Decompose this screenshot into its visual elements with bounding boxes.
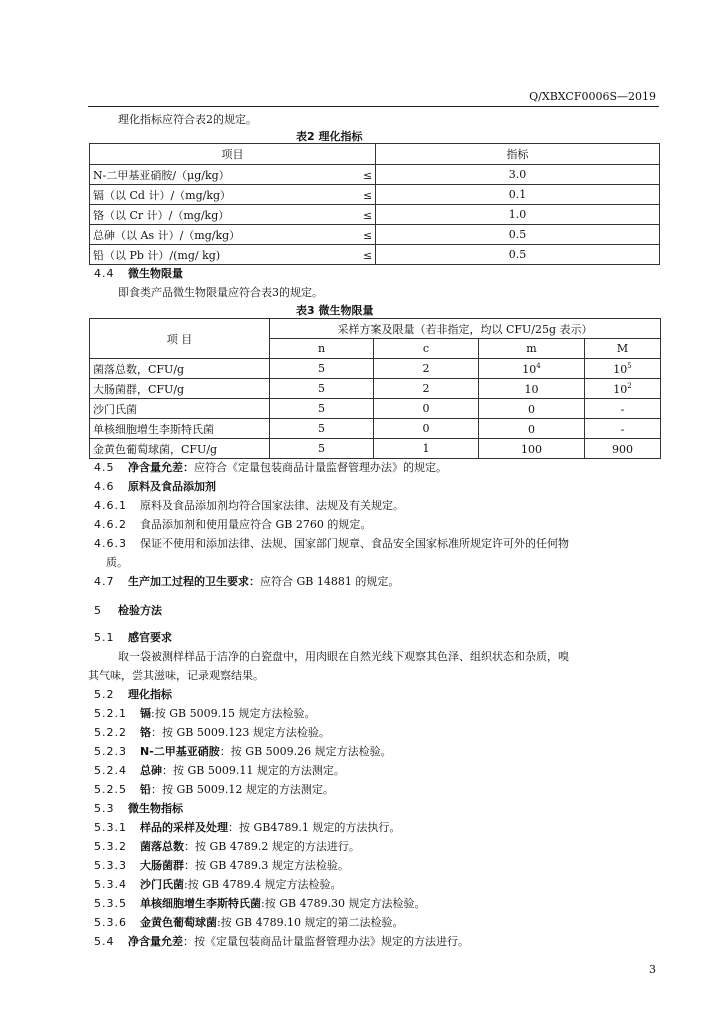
table3-cell-m: [479, 399, 585, 419]
section-title: 铅: [140, 783, 151, 796]
section-title: 金黄色葡萄球菌: [140, 916, 217, 929]
section-text: :按 GB 4789.30 规定方法检验。: [261, 897, 426, 910]
table3-header-M: M: [585, 339, 661, 359]
section-text: 应符合《定量包装商品计量监督管理办法》的规定。: [194, 461, 447, 474]
section-4-4: [94, 265, 183, 281]
table2-item-text: N-二甲基亚硝胺/（μg/kg）: [93, 168, 230, 182]
section-title: 沙门氏菌: [140, 878, 184, 891]
table2: [89, 143, 660, 265]
section-title: 感官要求: [128, 631, 172, 644]
m-base: 10: [522, 362, 537, 376]
table3-header-group: 采样方案及限量（若非指定，均以 CFU/25g 表示）: [270, 319, 661, 339]
section-5-2: [94, 686, 172, 702]
section-number: 4.6: [94, 480, 115, 493]
section-4-6-3-cont: 质。: [106, 556, 128, 569]
section-5-1-text: 取一袋被测样样品于洁净的白瓷盘中，用肉眼在自然光线下观察其色泽、组织状态和杂质，嗅: [118, 650, 569, 663]
table2-op: ≤: [363, 168, 373, 182]
section-5-2-4: [94, 762, 345, 778]
table2-op: ≤: [363, 208, 373, 222]
section-title: 单核细胞增生李斯特氏菌: [140, 897, 261, 910]
table2-header-item: 项目: [90, 144, 376, 165]
M-base: -: [620, 402, 625, 416]
table2-cell-value: 0.5: [376, 245, 660, 265]
table2-header-value: 指标: [376, 144, 660, 165]
table3-cell-c: 1: [374, 439, 479, 459]
table3: [89, 318, 661, 459]
section-title: 净含量允差：: [128, 461, 194, 474]
m-base: 0: [528, 402, 535, 416]
table3-cell-M: [585, 439, 661, 459]
table2-op: ≤: [363, 248, 373, 262]
table3-cell-n: 5: [270, 359, 374, 379]
table3-cell-n: 5: [270, 439, 374, 459]
section-title: 菌落总数: [140, 840, 184, 853]
table3-cell-item: 单核细胞增生李斯特氏菌: [90, 419, 270, 439]
table-row: [90, 419, 661, 439]
m-base: 100: [521, 442, 542, 456]
section-text: ：按 GB 5009.123 规定方法检验。: [151, 726, 330, 739]
table-row: [90, 379, 661, 399]
table2-cell-value: 3.0: [376, 165, 660, 185]
M-base: -: [620, 422, 625, 436]
section-number: 5.2.4: [94, 764, 127, 777]
table3-cell-M: [585, 379, 661, 399]
table-row: [90, 205, 660, 225]
section-text: 原料及食品添加剂均符合国家法律、法规及有关规定。: [140, 499, 404, 512]
table2-cell-item: [90, 245, 376, 265]
section-5-2-2: [94, 724, 330, 740]
header-rule: [88, 106, 659, 107]
table3-cell-c: 0: [374, 399, 479, 419]
table3-cell-n: 5: [270, 379, 374, 399]
section-text: 应符合 GB 14881 的规定。: [260, 575, 400, 588]
M-base: 10: [613, 362, 628, 376]
section-5-1: [94, 629, 172, 645]
table3-cell-item: 菌落总数，CFU/g: [90, 359, 270, 379]
section-title: 微生物指标: [128, 802, 183, 815]
section-4-6-1: [94, 497, 404, 513]
section-title: 微生物限量: [128, 267, 183, 280]
table2-cell-item: [90, 165, 376, 185]
section-5-2-1: [94, 705, 316, 721]
section-number: 5.1: [94, 631, 115, 644]
section-number: 5.3.3: [94, 859, 127, 872]
table3-cell-m: [479, 359, 585, 379]
section-text: 食品添加剂和使用量应符合 GB 2760 的规定。: [140, 518, 372, 531]
section-text: ：按 GB 4789.3 规定方法检验。: [184, 859, 349, 872]
section-title: 净含量允差: [128, 935, 183, 948]
section-title: 生产加工过程的卫生要求：: [128, 575, 260, 588]
section-title: 检验方法: [118, 604, 162, 617]
table2-header-row: [90, 144, 660, 165]
section-5-2-3: [94, 743, 392, 759]
table2-op: ≤: [363, 188, 373, 202]
table2-cell-item: [90, 185, 376, 205]
section-text: ：按 GB 5009.12 规定的方法测定。: [151, 783, 334, 796]
section-text: 保证不使用和添加法律、法规、国家部门规章、食品安全国家标准所规定许可外的任何物: [140, 537, 569, 550]
section-title: N-二甲基亚硝胺: [140, 745, 220, 758]
document-code: Q/XBXCF0006S—2019: [529, 90, 656, 103]
section-5-3-3: [94, 857, 349, 873]
table2-cell-value: 0.1: [376, 185, 660, 205]
section-4-7: [94, 573, 399, 589]
section-number: 4.7: [94, 575, 115, 588]
table3-header-n: n: [270, 339, 374, 359]
section-5-4: [94, 933, 469, 949]
section-text: ：按《定量包装商品计量监督管理办法》规定的方法进行。: [183, 935, 469, 948]
table2-caption: 表2 理化指标: [296, 130, 363, 143]
table2-cell-value: 1.0: [376, 205, 660, 225]
section-5-3-1: [94, 819, 400, 835]
table3-cell-m: [479, 379, 585, 399]
table3-cell-item: 金黄色葡萄球菌，CFU/g: [90, 439, 270, 459]
table2-item-text: 镉（以 Cd 计）/（mg/kg）: [93, 188, 232, 202]
table2-cell-item: [90, 225, 376, 245]
table3-header-row: [90, 319, 661, 339]
table3-cell-c: 0: [374, 419, 479, 439]
intro-line: 理化指标应符合表2的规定。: [118, 113, 257, 126]
section-number: 5.3.4: [94, 878, 127, 891]
M-exponent: 2: [627, 381, 632, 390]
section-5-1-text-cont: 其气味，尝其滋味，记录观察结果。: [88, 669, 264, 682]
section-number: 5.3: [94, 802, 115, 815]
section-text: :按 GB 4789.10 规定的第二法检验。: [217, 916, 404, 929]
section-number: 5.2.5: [94, 783, 127, 796]
section-title: 总砷: [140, 764, 162, 777]
section-5-3-2: [94, 838, 360, 854]
section-4-6: [94, 478, 216, 494]
table-row: [90, 439, 661, 459]
table3-cell-M: [585, 419, 661, 439]
table2-cell-item: [90, 205, 376, 225]
table3-cell-M: [585, 359, 661, 379]
section-4-4-text: 即食类产品微生物限量应符合表3的规定。: [118, 286, 323, 299]
section-number: 5.2.2: [94, 726, 127, 739]
table3-header-m: m: [479, 339, 585, 359]
section-5-3: [94, 800, 183, 816]
table3-cell-m: [479, 419, 585, 439]
section-5-2-5: [94, 781, 334, 797]
table3-cell-item: 沙门氏菌: [90, 399, 270, 419]
section-number: 5.3.5: [94, 897, 127, 910]
table-row: [90, 359, 661, 379]
m-base: 10: [524, 382, 539, 396]
table2-op: ≤: [363, 228, 373, 242]
table-row: [90, 225, 660, 245]
table3-cell-M: [585, 399, 661, 419]
table3-cell-item: 大肠菌群，CFU/g: [90, 379, 270, 399]
table-row: [90, 165, 660, 185]
section-title: 原料及食品添加剂: [128, 480, 216, 493]
section-number: 5.2: [94, 688, 115, 701]
section-4-6-3: [94, 535, 569, 551]
section-title: 铬: [140, 726, 151, 739]
m-exponent: 4: [536, 361, 541, 370]
section-5-3-5: [94, 895, 426, 911]
section-text: ：按 GB 4789.2 规定的方法进行。: [184, 840, 360, 853]
section-title: 理化指标: [128, 688, 172, 701]
section-number: 5.3.2: [94, 840, 127, 853]
table3-cell-n: 5: [270, 399, 374, 419]
section-text: ：按 GB 5009.26 规定方法检验。: [219, 745, 392, 758]
section-text: :按 GB 5009.15 规定方法检验。: [151, 707, 316, 720]
section-number: 4.6.3: [94, 537, 127, 550]
table-row: [90, 245, 660, 265]
section-text: :按 GB 4789.4 规定方法检验。: [184, 878, 342, 891]
section-number: 5.4: [94, 935, 115, 948]
M-base: 900: [612, 442, 633, 456]
table2-item-text: 总砷（以 As 计）/（mg/kg）: [93, 228, 241, 242]
section-4-6-2: [94, 516, 371, 532]
page-number: 3: [649, 963, 656, 976]
section-text: ：按 GB4789.1 规定的方法执行。: [228, 821, 401, 834]
table3-header-c: c: [374, 339, 479, 359]
table3-cell-c: 2: [374, 359, 479, 379]
table3-cell-n: 5: [270, 419, 374, 439]
section-number: 4.6.1: [94, 499, 127, 512]
M-base: 10: [613, 382, 628, 396]
table2-cell-value: 0.5: [376, 225, 660, 245]
table2-item-text: 铬（以 Cr 计）/（mg/kg）: [93, 208, 230, 222]
section-title: 镉: [140, 707, 151, 720]
M-exponent: 5: [627, 361, 632, 370]
table3-caption: 表3 微生物限量: [296, 304, 374, 317]
section-title: 大肠菌群: [140, 859, 184, 872]
section-text: ：按 GB 5009.11 规定的方法测定。: [162, 764, 345, 777]
table-row: [90, 185, 660, 205]
table3-cell-c: 2: [374, 379, 479, 399]
section-4-5: [94, 459, 447, 475]
section-number: 4.4: [94, 267, 115, 280]
section-title: 样品的采样及处理: [140, 821, 228, 834]
section-number: 4.6.2: [94, 518, 127, 531]
m-base: 0: [528, 422, 535, 436]
table3-cell-m: [479, 439, 585, 459]
section-number: 4.5: [94, 461, 115, 474]
section-5-3-4: [94, 876, 342, 892]
section-number: 5: [94, 604, 102, 617]
section-5-3-6: [94, 914, 404, 930]
section-5: [94, 602, 162, 618]
table3-header-item: 项 目: [90, 319, 270, 359]
section-number: 5.2.3: [94, 745, 127, 758]
table2-item-text: 铅（以 Pb 计）/(mg/ kg): [93, 248, 221, 262]
section-number: 5.3.1: [94, 821, 127, 834]
table-row: [90, 399, 661, 419]
section-number: 5.2.1: [94, 707, 127, 720]
section-number: 5.3.6: [94, 916, 127, 929]
